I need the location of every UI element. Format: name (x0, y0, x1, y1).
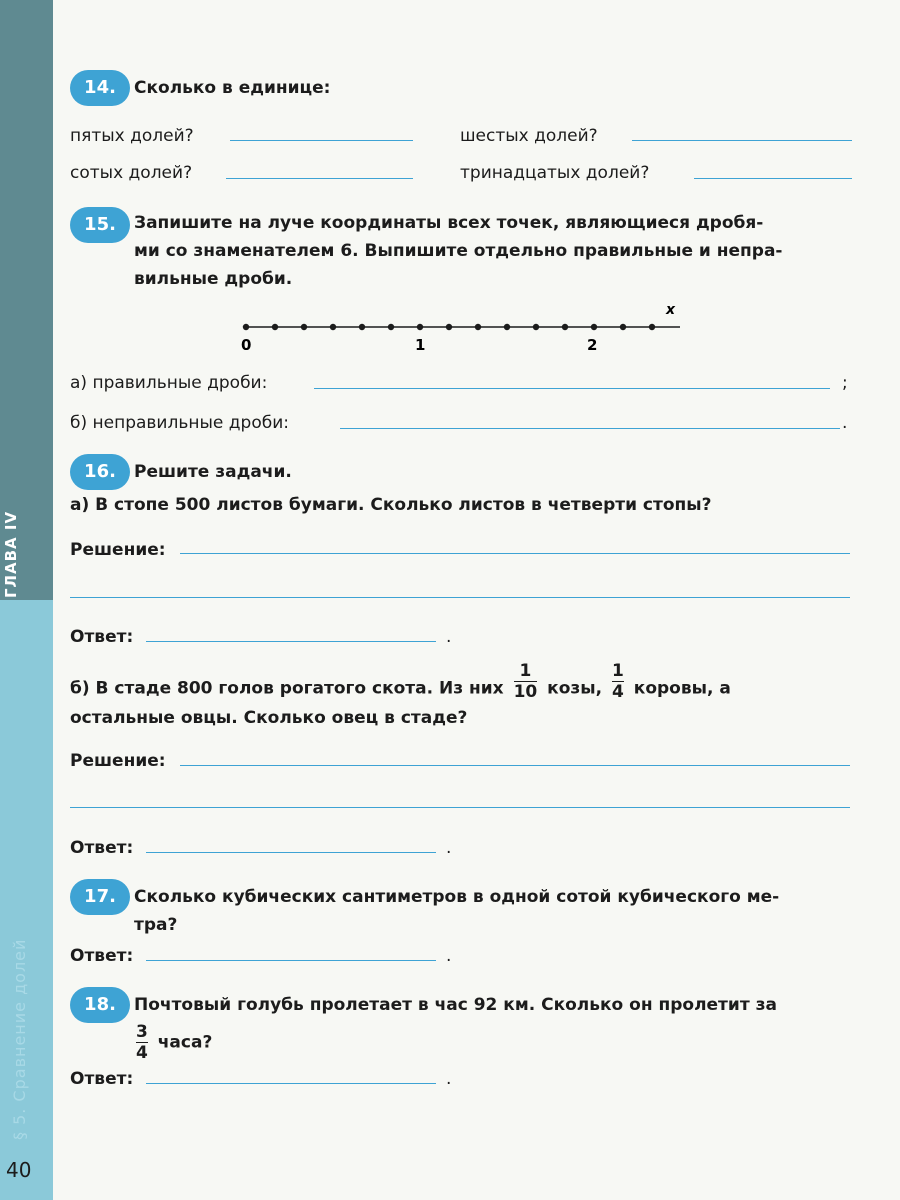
task-14-q1: пятых долей? (70, 126, 194, 146)
task-15-b-label: б) неправильные дроби: (70, 413, 289, 433)
task-16-b-text-part2: козы, (547, 678, 603, 699)
task-17-text-line1: Сколько кубических сантиметров в одной сотой кубического ме- (134, 887, 780, 907)
task-16-a-answer-label: Ответ: (70, 627, 134, 647)
task-16-b-text-part3: коровы, а (633, 678, 731, 699)
ray-point (446, 324, 452, 330)
task-17-badge: 17. (70, 879, 130, 915)
task-16-a-answer-end: . (446, 627, 452, 647)
fraction-denominator: 4 (612, 682, 624, 702)
task-16-b-solution-line2[interactable] (70, 807, 850, 808)
ray-axis-label: x (666, 302, 676, 318)
task-16-a-solution-label: Решение: (70, 540, 166, 560)
task-15-text-line2: ми со знаменателем 6. Выпишите отдельно правильные и непра- (134, 241, 783, 261)
ray-points (243, 324, 655, 330)
ray-tick-label-0: 0 (241, 336, 252, 354)
ray-point (475, 324, 481, 330)
task-16-a-answer-line[interactable] (146, 641, 436, 642)
task-15-a-end: ; (842, 373, 848, 393)
ray-point (533, 324, 539, 330)
task-16-b-fraction-1 (514, 661, 538, 702)
task-14-title: Сколько в единице: (134, 78, 331, 98)
content (70, 0, 860, 1200)
task-16-b-text-line1 (70, 661, 731, 702)
page-number: 40 (6, 1158, 32, 1182)
task-14-q2-answer-line[interactable] (632, 140, 852, 141)
ray-point (417, 324, 423, 330)
ray-tick-label-2: 2 (587, 336, 598, 354)
task-16-b-answer-label: Ответ: (70, 838, 134, 858)
task-15-b-answer-line[interactable] (340, 428, 840, 429)
task-15-text-line1: Запишите на луче координаты всех точек, являющиеся дробя- (134, 213, 764, 233)
fraction-denominator: 10 (513, 682, 538, 702)
task-18-badge: 18. (70, 987, 130, 1023)
ray-point (272, 324, 278, 330)
task-15-text-line3: вильные дроби. (134, 269, 293, 289)
ray-point (504, 324, 510, 330)
fraction-numerator: 1 (519, 661, 532, 681)
task-16-b-solution-line1[interactable] (180, 765, 850, 766)
task-14-q3: сотых долей? (70, 163, 193, 183)
task-15-a-label: а) правильные дроби: (70, 373, 268, 393)
task-16-a-text: а) В стопе 500 листов бумаги. Сколько листов в четверти стопы? (70, 495, 712, 515)
ray-tick-label-1: 1 (415, 336, 426, 354)
task-15-a-answer-line[interactable] (314, 388, 830, 389)
task-14-q4-answer-line[interactable] (694, 178, 852, 179)
ray-point (301, 324, 307, 330)
fraction-denominator: 4 (136, 1043, 148, 1063)
task-18-answer-label: Ответ: (70, 1069, 134, 1089)
coordinate-ray (240, 300, 690, 360)
task-14-q4: тринадцатых долей? (460, 163, 650, 183)
task-18-text-hours: часа? (157, 1032, 213, 1053)
task-18-text-line1: Почтовый голубь пролетает в час 92 км. Сколько он пролетит за (134, 995, 777, 1015)
task-17-answer-end: . (446, 946, 452, 966)
task-16-badge: 16. (70, 454, 130, 490)
ray-point (591, 324, 597, 330)
task-17-answer-line[interactable] (146, 960, 436, 961)
task-16-a-solution-line2[interactable] (70, 597, 850, 598)
task-16-title: Решите задачи. (134, 462, 292, 482)
section-label: § 5. Сравнение долей (10, 938, 29, 1140)
task-17-answer-label: Ответ: (70, 946, 134, 966)
task-14-q3-answer-line[interactable] (226, 178, 413, 179)
task-16-b-answer-line[interactable] (146, 852, 436, 853)
fraction-numerator: 1 (612, 661, 624, 681)
task-16-b-text-part1: б) В стаде 800 голов рогатого скота. Из них (70, 678, 504, 699)
ray-point (649, 324, 655, 330)
ray-point (620, 324, 626, 330)
ray-point (388, 324, 394, 330)
task-18-answer-end: . (446, 1069, 452, 1089)
task-18-text-line2 (132, 1022, 212, 1063)
task-14-q2: шестых долей? (460, 126, 598, 146)
chapter-label (2, 570, 20, 598)
task-16-b-answer-end: . (446, 838, 452, 858)
task-16-b-fraction-2 (612, 661, 624, 702)
task-17-text-line2: тра? (134, 915, 178, 935)
task-16-a-solution-line1[interactable] (180, 553, 850, 554)
fraction-numerator: 3 (136, 1022, 148, 1042)
task-16-b-solution-label: Решение: (70, 751, 166, 771)
ray-point (243, 324, 249, 330)
task-14-badge: 14. (70, 70, 130, 106)
ray-point (330, 324, 336, 330)
ray-point (359, 324, 365, 330)
task-15-badge: 15. (70, 207, 130, 243)
task-18-answer-line[interactable] (146, 1083, 436, 1084)
task-18-fraction (136, 1022, 148, 1063)
task-16-b-text-line2: остальные овцы. Сколько овец в стаде? (70, 708, 468, 728)
task-14-q1-answer-line[interactable] (230, 140, 413, 141)
task-15-b-end: . (842, 413, 848, 433)
ray-point (562, 324, 568, 330)
